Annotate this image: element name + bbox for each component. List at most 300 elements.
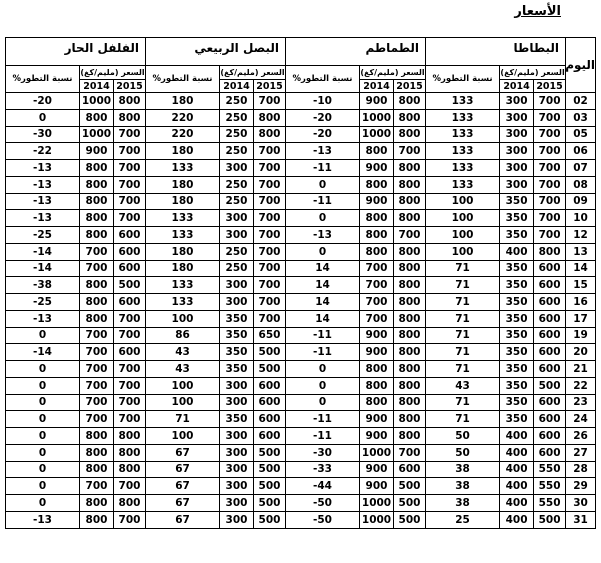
price-2014-cell: 400 [500, 495, 534, 512]
price-2015-cell: 600 [254, 394, 286, 411]
pct-change-cell: 0 [6, 394, 80, 411]
year-header: 2014 [500, 80, 534, 93]
pct-change-cell: 67 [146, 511, 220, 528]
pct-change-cell: 38 [426, 478, 500, 495]
day-cell: 28 [566, 461, 596, 478]
price-2014-cell: 1000 [80, 93, 114, 110]
price-2015-cell: 700 [114, 310, 146, 327]
day-cell: 24 [566, 411, 596, 428]
pct-change-cell: 38 [426, 495, 500, 512]
price-2015-cell: 500 [254, 361, 286, 378]
price-2014-cell: 400 [500, 461, 534, 478]
table-row [6, 193, 596, 210]
pct-change-cell: 50 [426, 428, 500, 445]
price-2015-cell: 500 [534, 511, 566, 528]
price-2014-cell: 800 [80, 294, 114, 311]
price-2014-cell: 800 [360, 243, 394, 260]
table-row [6, 143, 596, 160]
pct-change-cell: 11- [286, 411, 360, 428]
price-2015-cell: 800 [394, 126, 426, 143]
price-2015-cell: 500 [254, 511, 286, 528]
day-cell: 07 [566, 160, 596, 177]
pct-change-cell: 11- [286, 193, 360, 210]
price-2014-cell: 350 [500, 227, 534, 244]
day-cell: 03 [566, 109, 596, 126]
day-cell: 22 [566, 377, 596, 394]
price-2014-cell: 300 [220, 210, 254, 227]
price-2014-cell: 300 [220, 511, 254, 528]
pct-change-cell: 100 [146, 377, 220, 394]
price-2014-cell: 1000 [360, 109, 394, 126]
price-2015-cell: 800 [394, 176, 426, 193]
price-header: السعر (مليم/كغ) [80, 66, 146, 80]
price-2014-cell: 300 [500, 93, 534, 110]
pct-change-cell: 133 [426, 109, 500, 126]
pct-change-cell: 14- [6, 243, 80, 260]
price-2015-cell: 700 [254, 160, 286, 177]
pct-change-cell: 13- [6, 511, 80, 528]
price-2014-cell: 700 [80, 260, 114, 277]
price-2014-cell: 1000 [360, 444, 394, 461]
price-2015-cell: 600 [534, 411, 566, 428]
price-2015-cell: 700 [534, 126, 566, 143]
pct-change-cell: 100 [426, 243, 500, 260]
pct-header: نسبة التطور% [146, 66, 220, 93]
price-2014-cell: 900 [360, 160, 394, 177]
table-row [6, 344, 596, 361]
table-row [6, 227, 596, 244]
price-2015-cell: 800 [394, 243, 426, 260]
price-2014-cell: 300 [220, 478, 254, 495]
price-2015-cell: 600 [114, 227, 146, 244]
price-2015-cell: 800 [114, 461, 146, 478]
price-2015-cell: 700 [254, 277, 286, 294]
price-2014-cell: 250 [220, 93, 254, 110]
price-2015-cell: 700 [534, 227, 566, 244]
price-2015-cell: 600 [394, 461, 426, 478]
pct-change-cell: 11- [286, 327, 360, 344]
price-2015-cell: 600 [114, 294, 146, 311]
price-header: السعر (مليم/كغ) [500, 66, 566, 80]
pct-change-cell: 71 [426, 310, 500, 327]
price-2015-cell: 600 [534, 310, 566, 327]
pct-change-cell: 44- [286, 478, 360, 495]
pct-change-cell: 0 [6, 411, 80, 428]
price-2014-cell: 300 [220, 377, 254, 394]
product-header: البطاطا [426, 38, 566, 66]
day-cell: 09 [566, 193, 596, 210]
price-2014-cell: 800 [360, 227, 394, 244]
pct-change-cell: 13- [6, 176, 80, 193]
price-2014-cell: 350 [500, 327, 534, 344]
price-2014-cell: 250 [220, 109, 254, 126]
pct-change-cell: 100 [426, 193, 500, 210]
price-2015-cell: 800 [394, 377, 426, 394]
table-row [6, 294, 596, 311]
price-2014-cell: 300 [220, 495, 254, 512]
price-2014-cell: 250 [220, 126, 254, 143]
year-header: 2014 [220, 80, 254, 93]
price-2014-cell: 700 [80, 411, 114, 428]
pct-change-cell: 20- [6, 93, 80, 110]
pct-change-cell: 14- [6, 344, 80, 361]
price-2015-cell: 800 [394, 361, 426, 378]
price-2015-cell: 800 [394, 411, 426, 428]
table-row [6, 277, 596, 294]
price-2014-cell: 900 [360, 193, 394, 210]
price-2015-cell: 500 [254, 495, 286, 512]
price-header: السعر (مليم/كغ) [360, 66, 426, 80]
pct-header: نسبة التطور% [286, 66, 360, 93]
day-cell: 27 [566, 444, 596, 461]
pct-change-cell: 133 [146, 160, 220, 177]
pct-change-cell: 0 [6, 444, 80, 461]
price-2014-cell: 900 [360, 428, 394, 445]
price-2014-cell: 700 [360, 277, 394, 294]
price-header: السعر (مليم/كغ) [220, 66, 286, 80]
price-2015-cell: 600 [534, 260, 566, 277]
table-row [6, 327, 596, 344]
price-2015-cell: 700 [114, 160, 146, 177]
table-row [6, 361, 596, 378]
pct-change-cell: 133 [426, 126, 500, 143]
price-2015-cell: 500 [254, 478, 286, 495]
pct-header: نسبة التطور% [426, 66, 500, 93]
pct-change-cell: 133 [426, 143, 500, 160]
product-header: الفلفل الحار [6, 38, 146, 66]
price-2015-cell: 700 [254, 227, 286, 244]
price-2014-cell: 300 [220, 428, 254, 445]
pct-change-cell: 133 [426, 93, 500, 110]
price-2015-cell: 600 [534, 361, 566, 378]
pct-change-cell: 50- [286, 495, 360, 512]
price-2014-cell: 350 [220, 310, 254, 327]
year-header: 2015 [394, 80, 426, 93]
product-header: الطماطم [286, 38, 426, 66]
price-2015-cell: 500 [394, 511, 426, 528]
price-2014-cell: 350 [500, 361, 534, 378]
pct-change-cell: 180 [146, 176, 220, 193]
product-header: البصل الربيعي [146, 38, 286, 66]
price-2015-cell: 600 [534, 327, 566, 344]
price-2015-cell: 600 [534, 428, 566, 445]
pct-change-cell: 71 [426, 260, 500, 277]
table-row [6, 310, 596, 327]
price-2015-cell: 500 [534, 377, 566, 394]
price-2015-cell: 700 [534, 210, 566, 227]
price-2015-cell: 800 [394, 310, 426, 327]
table-row [6, 444, 596, 461]
pct-change-cell: 20- [286, 109, 360, 126]
table-row [6, 243, 596, 260]
pct-change-cell: 0 [6, 327, 80, 344]
pct-change-cell: 0 [286, 210, 360, 227]
price-2015-cell: 600 [254, 377, 286, 394]
price-2015-cell: 800 [394, 109, 426, 126]
price-2014-cell: 350 [220, 411, 254, 428]
day-cell: 30 [566, 495, 596, 512]
table-row [6, 511, 596, 528]
price-2014-cell: 700 [360, 310, 394, 327]
day-cell: 16 [566, 294, 596, 311]
day-cell: 31 [566, 511, 596, 528]
price-2014-cell: 1000 [360, 511, 394, 528]
pct-change-cell: 13- [286, 143, 360, 160]
price-2014-cell: 800 [360, 377, 394, 394]
year-header: 2014 [360, 80, 394, 93]
table-row [6, 428, 596, 445]
price-2015-cell: 800 [394, 193, 426, 210]
price-2014-cell: 300 [500, 109, 534, 126]
year-header: 2015 [534, 80, 566, 93]
pct-change-cell: 13- [286, 227, 360, 244]
price-2015-cell: 500 [254, 344, 286, 361]
price-2015-cell: 800 [394, 428, 426, 445]
price-2014-cell: 1000 [360, 126, 394, 143]
price-2015-cell: 600 [114, 243, 146, 260]
price-2014-cell: 800 [80, 210, 114, 227]
pct-change-cell: 180 [146, 260, 220, 277]
price-2014-cell: 900 [360, 344, 394, 361]
pct-change-cell: 220 [146, 109, 220, 126]
price-2015-cell: 800 [394, 93, 426, 110]
price-2015-cell: 600 [534, 344, 566, 361]
price-2014-cell: 700 [80, 478, 114, 495]
page-title: الأسعار [514, 4, 561, 19]
price-2015-cell: 500 [254, 444, 286, 461]
price-2014-cell: 350 [500, 310, 534, 327]
price-2015-cell: 700 [254, 93, 286, 110]
price-2014-cell: 800 [80, 176, 114, 193]
price-2014-cell: 700 [80, 327, 114, 344]
table-row [6, 411, 596, 428]
table-row [6, 461, 596, 478]
price-2015-cell: 700 [534, 176, 566, 193]
price-2014-cell: 400 [500, 243, 534, 260]
day-cell: 20 [566, 344, 596, 361]
pct-change-cell: 133 [146, 210, 220, 227]
price-2015-cell: 600 [114, 344, 146, 361]
price-2015-cell: 700 [114, 478, 146, 495]
pct-change-cell: 11- [286, 344, 360, 361]
pct-change-cell: 0 [6, 495, 80, 512]
price-2015-cell: 700 [534, 93, 566, 110]
price-2014-cell: 800 [80, 310, 114, 327]
price-2014-cell: 300 [220, 461, 254, 478]
price-2014-cell: 800 [80, 495, 114, 512]
table-row [6, 93, 596, 110]
price-2015-cell: 800 [114, 109, 146, 126]
pct-change-cell: 10- [286, 93, 360, 110]
price-2015-cell: 800 [534, 243, 566, 260]
price-2014-cell: 800 [360, 176, 394, 193]
price-2014-cell: 350 [500, 394, 534, 411]
price-2015-cell: 700 [114, 210, 146, 227]
price-2014-cell: 800 [80, 444, 114, 461]
price-2015-cell: 600 [534, 394, 566, 411]
price-2015-cell: 600 [254, 411, 286, 428]
pct-change-cell: 33- [286, 461, 360, 478]
price-2015-cell: 700 [254, 143, 286, 160]
price-2014-cell: 300 [220, 444, 254, 461]
price-2014-cell: 900 [360, 478, 394, 495]
price-2014-cell: 350 [500, 277, 534, 294]
price-2014-cell: 700 [80, 377, 114, 394]
pct-change-cell: 11- [286, 428, 360, 445]
pct-change-cell: 0 [286, 243, 360, 260]
price-2014-cell: 900 [360, 327, 394, 344]
day-cell: 13 [566, 243, 596, 260]
price-2015-cell: 800 [394, 327, 426, 344]
pct-change-cell: 71 [426, 294, 500, 311]
day-cell: 21 [566, 361, 596, 378]
price-2014-cell: 350 [220, 327, 254, 344]
price-2014-cell: 800 [80, 109, 114, 126]
price-2014-cell: 700 [80, 344, 114, 361]
price-2015-cell: 700 [254, 294, 286, 311]
price-2015-cell: 700 [114, 327, 146, 344]
pct-change-cell: 38- [6, 277, 80, 294]
pct-change-cell: 100 [426, 210, 500, 227]
price-2014-cell: 350 [500, 210, 534, 227]
price-2015-cell: 600 [534, 444, 566, 461]
price-2014-cell: 800 [360, 143, 394, 160]
day-header: اليوم [566, 38, 596, 93]
price-2015-cell: 700 [114, 511, 146, 528]
pct-change-cell: 67 [146, 478, 220, 495]
price-2015-cell: 600 [534, 277, 566, 294]
price-2015-cell: 800 [254, 109, 286, 126]
pct-change-cell: 133 [426, 160, 500, 177]
price-2015-cell: 800 [114, 93, 146, 110]
price-2015-cell: 800 [394, 210, 426, 227]
price-2015-cell: 800 [394, 260, 426, 277]
pct-change-cell: 180 [146, 93, 220, 110]
pct-change-cell: 50 [426, 444, 500, 461]
price-2014-cell: 400 [500, 428, 534, 445]
price-2015-cell: 700 [394, 143, 426, 160]
pct-change-cell: 67 [146, 444, 220, 461]
price-2014-cell: 800 [80, 277, 114, 294]
pct-change-cell: 43 [146, 361, 220, 378]
price-2015-cell: 550 [534, 495, 566, 512]
price-2015-cell: 550 [534, 478, 566, 495]
pct-change-cell: 38 [426, 461, 500, 478]
pct-change-cell: 133 [146, 277, 220, 294]
price-2014-cell: 300 [500, 176, 534, 193]
price-2014-cell: 300 [500, 126, 534, 143]
price-2014-cell: 800 [80, 193, 114, 210]
table-row [6, 176, 596, 193]
price-2015-cell: 700 [534, 193, 566, 210]
price-2015-cell: 700 [254, 210, 286, 227]
price-2015-cell: 800 [114, 428, 146, 445]
table-body [6, 93, 596, 529]
price-2014-cell: 900 [360, 461, 394, 478]
pct-change-cell: 67 [146, 495, 220, 512]
price-2014-cell: 300 [220, 160, 254, 177]
pct-change-cell: 43 [146, 344, 220, 361]
price-2014-cell: 700 [360, 260, 394, 277]
price-2015-cell: 700 [254, 260, 286, 277]
table-row [6, 260, 596, 277]
price-2014-cell: 700 [80, 243, 114, 260]
table-row [6, 160, 596, 177]
pct-change-cell: 71 [426, 327, 500, 344]
price-2015-cell: 700 [254, 176, 286, 193]
pct-change-cell: 100 [426, 227, 500, 244]
pct-change-cell: 25- [6, 227, 80, 244]
pct-change-cell: 14 [286, 310, 360, 327]
pct-change-cell: 13- [6, 193, 80, 210]
price-2014-cell: 700 [80, 394, 114, 411]
pct-change-cell: 86 [146, 327, 220, 344]
price-2015-cell: 700 [114, 176, 146, 193]
price-2015-cell: 700 [254, 243, 286, 260]
price-2015-cell: 700 [114, 394, 146, 411]
price-2015-cell: 700 [254, 193, 286, 210]
pct-change-cell: 71 [426, 361, 500, 378]
year-header: 2015 [254, 80, 286, 93]
pct-change-cell: 43 [426, 377, 500, 394]
table-row [6, 495, 596, 512]
price-2014-cell: 300 [220, 227, 254, 244]
price-2014-cell: 1000 [80, 126, 114, 143]
price-2015-cell: 800 [254, 126, 286, 143]
pct-change-cell: 0 [286, 361, 360, 378]
pct-change-cell: 0 [6, 109, 80, 126]
pct-change-cell: 71 [426, 344, 500, 361]
year-header: 2015 [114, 80, 146, 93]
price-2015-cell: 700 [394, 227, 426, 244]
day-cell: 15 [566, 277, 596, 294]
price-2014-cell: 900 [80, 143, 114, 160]
pct-change-cell: 0 [286, 377, 360, 394]
price-2014-cell: 350 [220, 361, 254, 378]
price-2015-cell: 700 [534, 109, 566, 126]
pct-change-cell: 71 [426, 394, 500, 411]
pct-change-cell: 0 [286, 176, 360, 193]
price-2014-cell: 800 [80, 160, 114, 177]
price-2014-cell: 900 [360, 411, 394, 428]
pct-change-cell: 0 [6, 377, 80, 394]
pct-change-cell: 71 [426, 411, 500, 428]
price-2014-cell: 800 [80, 428, 114, 445]
price-2015-cell: 500 [394, 495, 426, 512]
price-2014-cell: 800 [360, 361, 394, 378]
pct-change-cell: 14 [286, 260, 360, 277]
price-2014-cell: 300 [220, 277, 254, 294]
pct-change-cell: 71 [426, 277, 500, 294]
price-2015-cell: 500 [394, 478, 426, 495]
pct-change-cell: 14 [286, 277, 360, 294]
pct-change-cell: 133 [426, 176, 500, 193]
price-2015-cell: 600 [114, 260, 146, 277]
day-cell: 29 [566, 478, 596, 495]
price-2014-cell: 1000 [360, 495, 394, 512]
price-2015-cell: 700 [114, 143, 146, 160]
price-2015-cell: 550 [534, 461, 566, 478]
price-2015-cell: 700 [394, 444, 426, 461]
price-2015-cell: 800 [394, 344, 426, 361]
pct-change-cell: 0 [6, 478, 80, 495]
price-2014-cell: 350 [500, 377, 534, 394]
price-2014-cell: 250 [220, 143, 254, 160]
pct-change-cell: 25 [426, 511, 500, 528]
price-2014-cell: 350 [500, 193, 534, 210]
price-2015-cell: 800 [114, 444, 146, 461]
price-2014-cell: 800 [80, 227, 114, 244]
